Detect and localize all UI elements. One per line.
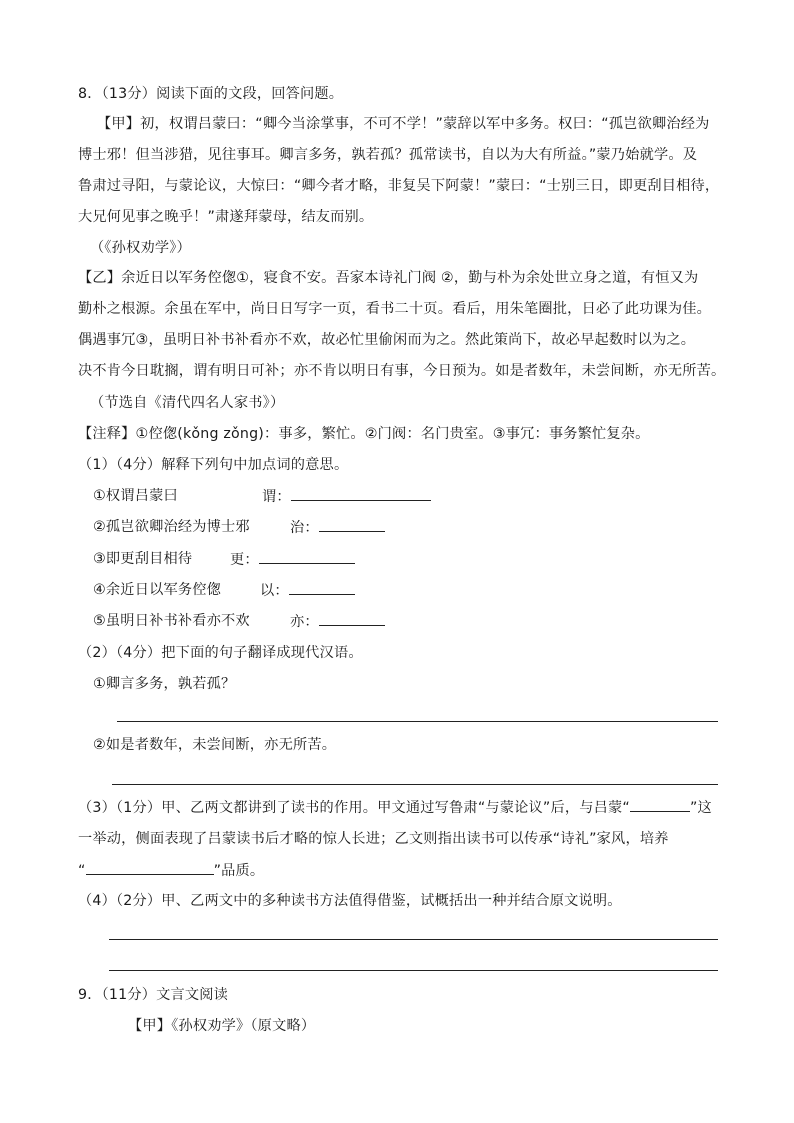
sub1-item-sentence: ④余近日以军务倥偬	[93, 582, 222, 598]
sub3-line-3-open: “	[78, 863, 86, 879]
sub1-item-key: 以：	[260, 583, 289, 599]
translation-answer-line-2[interactable]	[112, 784, 718, 785]
sub1-item-4-answer	[260, 580, 355, 601]
sub1-item-sentence: ①权谓吕蒙曰	[93, 488, 178, 504]
answer-blank[interactable]	[289, 580, 355, 595]
answer-blank[interactable]	[319, 517, 385, 532]
sub1-item-sentence: ⑤虽明日补书补看亦不欢	[93, 613, 250, 629]
passage-yi-line-4: 决不肯今日耽搁，谓有明日可补；亦不肯以明日有事，今日预为。如是者数年，未尝间断，亦无所苦。	[78, 363, 726, 379]
q9-sub-jia: 【甲】《孙权劝学》（原文略）	[128, 1018, 316, 1034]
sub2-header: （2）（4分）把下面的句子翻译成现代汉语。	[78, 645, 363, 661]
translation-answer-line-1[interactable]	[117, 721, 718, 722]
q9-header: 9．（11分）文言文阅读	[78, 987, 229, 1003]
passage-yi-line-2: 勤朴之根源。余虽在军中，尚日日写字一页，看书二十页。看后，用朱笔圈批，日必了此功课为佳。	[78, 301, 712, 317]
sub1-item-key: 亦：	[290, 614, 319, 630]
sub1-item-2	[93, 517, 250, 537]
passage-yi-line-3: 偶遇事冗③，虽明日补书补看亦不欢，故必忙里偷闲而为之。然此策尚下，故必早起数时以为之。	[78, 332, 696, 348]
sub1-item-sentence: ③即更刮目相待	[93, 551, 193, 567]
answer-blank[interactable]	[259, 549, 355, 564]
sub1-item-5-answer	[290, 611, 385, 632]
passage-jia-line-4: 大兄何见事之晚乎！”肃遂拜蒙母，结友而别。	[78, 209, 374, 225]
passage-yi-line-1: 【乙】余近日以军务倥偬①，寝食不安。吾家本诗礼门阀 ②，勤与朴为余处世立身之道，有恒又为	[78, 270, 699, 286]
sub2-item-2: ②如是者数年，未尝间断，亦无所苦。	[93, 737, 337, 753]
sub1-item-key: 谓：	[262, 489, 291, 505]
passage-jia-line-2: 博士邪！但当涉猎，见往事耳。卿言多务，孰若孤？孤常读书，自以为大有所益。”蒙乃始就学。及	[78, 147, 698, 163]
passage-jia-line-1: 【甲】初，权谓吕蒙曰：“卿今当涂掌事，不可不学！”蒙辞以军中多务。权曰：“孤岂欲卿治经为	[97, 116, 710, 132]
sub1-item-5	[93, 611, 250, 631]
sub2-item-1: ①卿言多务，孰若孤？	[93, 676, 236, 692]
passage-yi-source: （节选自《清代四名人家书》）	[90, 395, 285, 411]
answer-blank[interactable]	[291, 486, 431, 501]
sub3-line-3	[78, 860, 264, 881]
sub1-item-3	[93, 549, 192, 569]
sub1-item-2-answer	[290, 517, 385, 538]
sub4-header: （4）（2分）甲、乙两文中的多种读书方法值得借鉴，试概括出一种并结合原文说明。	[78, 893, 622, 909]
method-answer-line-2[interactable]	[109, 970, 718, 971]
sub3-line-1	[78, 797, 712, 818]
sub3-line-3-tail: ”品质。	[213, 863, 265, 879]
q8-header: 8．（13分）阅读下面的文段，回答问题。	[78, 86, 344, 102]
sub1-item-sentence: ②孤岂欲卿治经为博士邪	[93, 519, 250, 535]
sub1-item-3-answer	[230, 549, 355, 570]
sub3-line-1-tail: ”这	[689, 800, 712, 816]
sub1-item-4	[93, 580, 221, 600]
passage-jia-line-3: 鲁肃过寻阳，与蒙论议，大惊曰：“卿今者才略，非复吴下阿蒙！”蒙曰：“士别三日，即更刮目相待，	[78, 178, 720, 194]
answer-blank[interactable]	[319, 611, 385, 626]
answer-blank[interactable]	[630, 797, 690, 812]
method-answer-line-1[interactable]	[109, 939, 718, 940]
sub1-header: （1）（4分）解释下列句中加点词的意思。	[78, 457, 349, 473]
annotation-note: 【注释】①倥偬(kǒng zǒng)：事多，繁忙。②门阀：名门贵室。③事冗：事务繁忙复杂。	[78, 426, 650, 442]
passage-jia-source: （《孙权劝学》）	[90, 240, 191, 256]
sub3-line-2: 一举动，侧面表现了吕蒙读书后才略的惊人长进；乙文则指出读书可以传承“诗礼”家风，培养	[78, 831, 669, 847]
sub1-item-1	[93, 486, 178, 506]
answer-blank[interactable]	[86, 860, 214, 875]
sub3-line-1-text: （3）（1分）甲、乙两文都讲到了读书的作用。甲文通过写鲁肃“与蒙论议”后，与吕蒙“	[78, 800, 630, 816]
sub1-item-key: 治：	[290, 520, 319, 536]
sub1-item-key: 更：	[230, 552, 259, 568]
sub1-item-1-answer	[262, 486, 431, 507]
